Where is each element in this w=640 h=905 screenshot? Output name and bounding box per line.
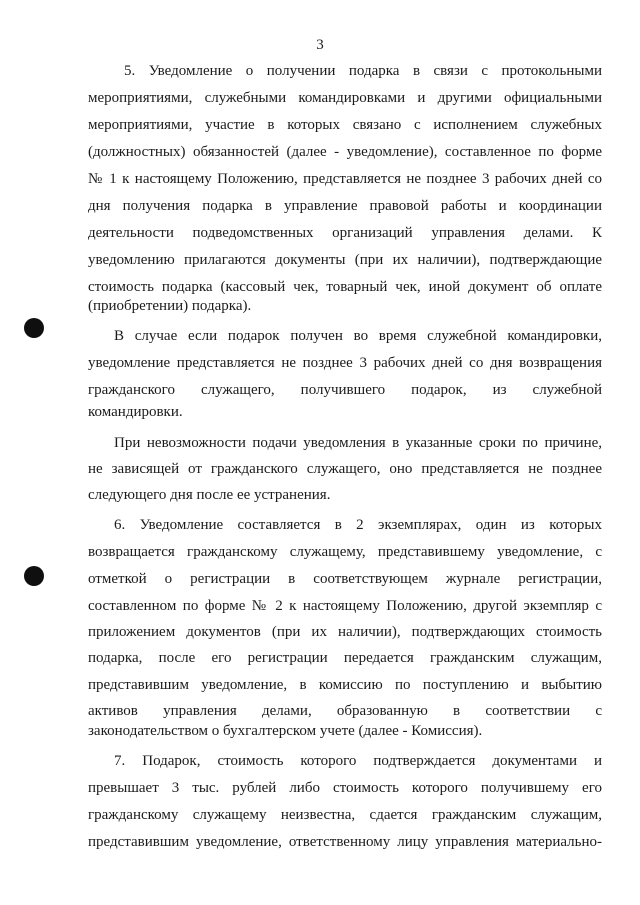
page-number: 3 <box>316 37 324 53</box>
text-line: возвращается гражданскому служащему, представившему уведомление, с <box>88 544 602 560</box>
text-line: № 1 к настоящему Положению, представляется не позднее 3 рабочих дней со <box>88 171 602 187</box>
text-line: 6. Уведомление составляется в 2 экземплярах, один из которых <box>114 517 602 533</box>
text-line: В случае если подарок получен во время служебной командировки, <box>114 328 602 344</box>
text-line: подарка, после его регистрации передается гражданским служащим, <box>88 650 602 666</box>
text-line: (приобретении) подарка). <box>88 298 252 314</box>
text-line: деятельности подведомственных организаций управления делами. К <box>88 225 602 241</box>
text-line: представившим уведомление, ответственному лицу управления материально- <box>88 834 602 850</box>
punch-hole-top <box>24 318 44 338</box>
text-line: При невозможности подачи уведомления в указанные сроки по причине, <box>114 435 602 451</box>
text-line: составленном по форме № 2 к настоящему Положению, другой экземпляр с <box>88 598 602 614</box>
text-line: мероприятиями, служебными командировками и другими официальными <box>88 90 602 106</box>
text-line: стоимость подарка (кассовый чек, товарный чек, иной документ об оплате <box>88 279 602 295</box>
text-line: не зависящей от гражданского служащего, оно представляется не позднее <box>88 461 602 477</box>
text-line: законодательством о бухгалтерском учете (далее - Комиссия). <box>88 723 483 739</box>
text-line: гражданскому служащему неизвестна, сдается гражданским служащим, <box>88 807 602 823</box>
text-line: приложением документов (при их наличии), подтверждающих стоимость <box>88 624 602 640</box>
text-line: отметкой о регистрации в соответствующем журнале регистрации, <box>88 571 602 587</box>
text-line: мероприятиями, участие в которых связано с исполнением служебных <box>88 117 602 133</box>
text-line: превышает 3 тыс. рублей либо стоимость которого получившему его <box>88 780 602 796</box>
text-line: активов управления делами, образованную в соответствии с <box>88 703 602 719</box>
text-line: гражданского служащего, получившего подарок, из служебной <box>88 382 602 398</box>
text-line: следующего дня после ее устранения. <box>88 487 331 503</box>
punch-hole-bottom <box>24 566 44 586</box>
text-line: уведомлению прилагаются документы (при их наличии), подтверждающие <box>88 252 602 268</box>
text-line: уведомление представляется не позднее 3 рабочих дней со дня возвращения <box>88 355 602 371</box>
text-line: 7. Подарок, стоимость которого подтверждается документами и <box>114 753 602 769</box>
text-line: представившим уведомление, в комиссию по поступлению и выбытию <box>88 677 602 693</box>
text-line: (должностных) обязанностей (далее - уведомление), составленное по форме <box>88 144 602 160</box>
text-line: дня получения подарка в управление правовой работы и координации <box>88 198 602 214</box>
text-line: 5. Уведомление о получении подарка в связи с протокольными <box>124 63 602 79</box>
text-line: командировки. <box>88 404 183 420</box>
